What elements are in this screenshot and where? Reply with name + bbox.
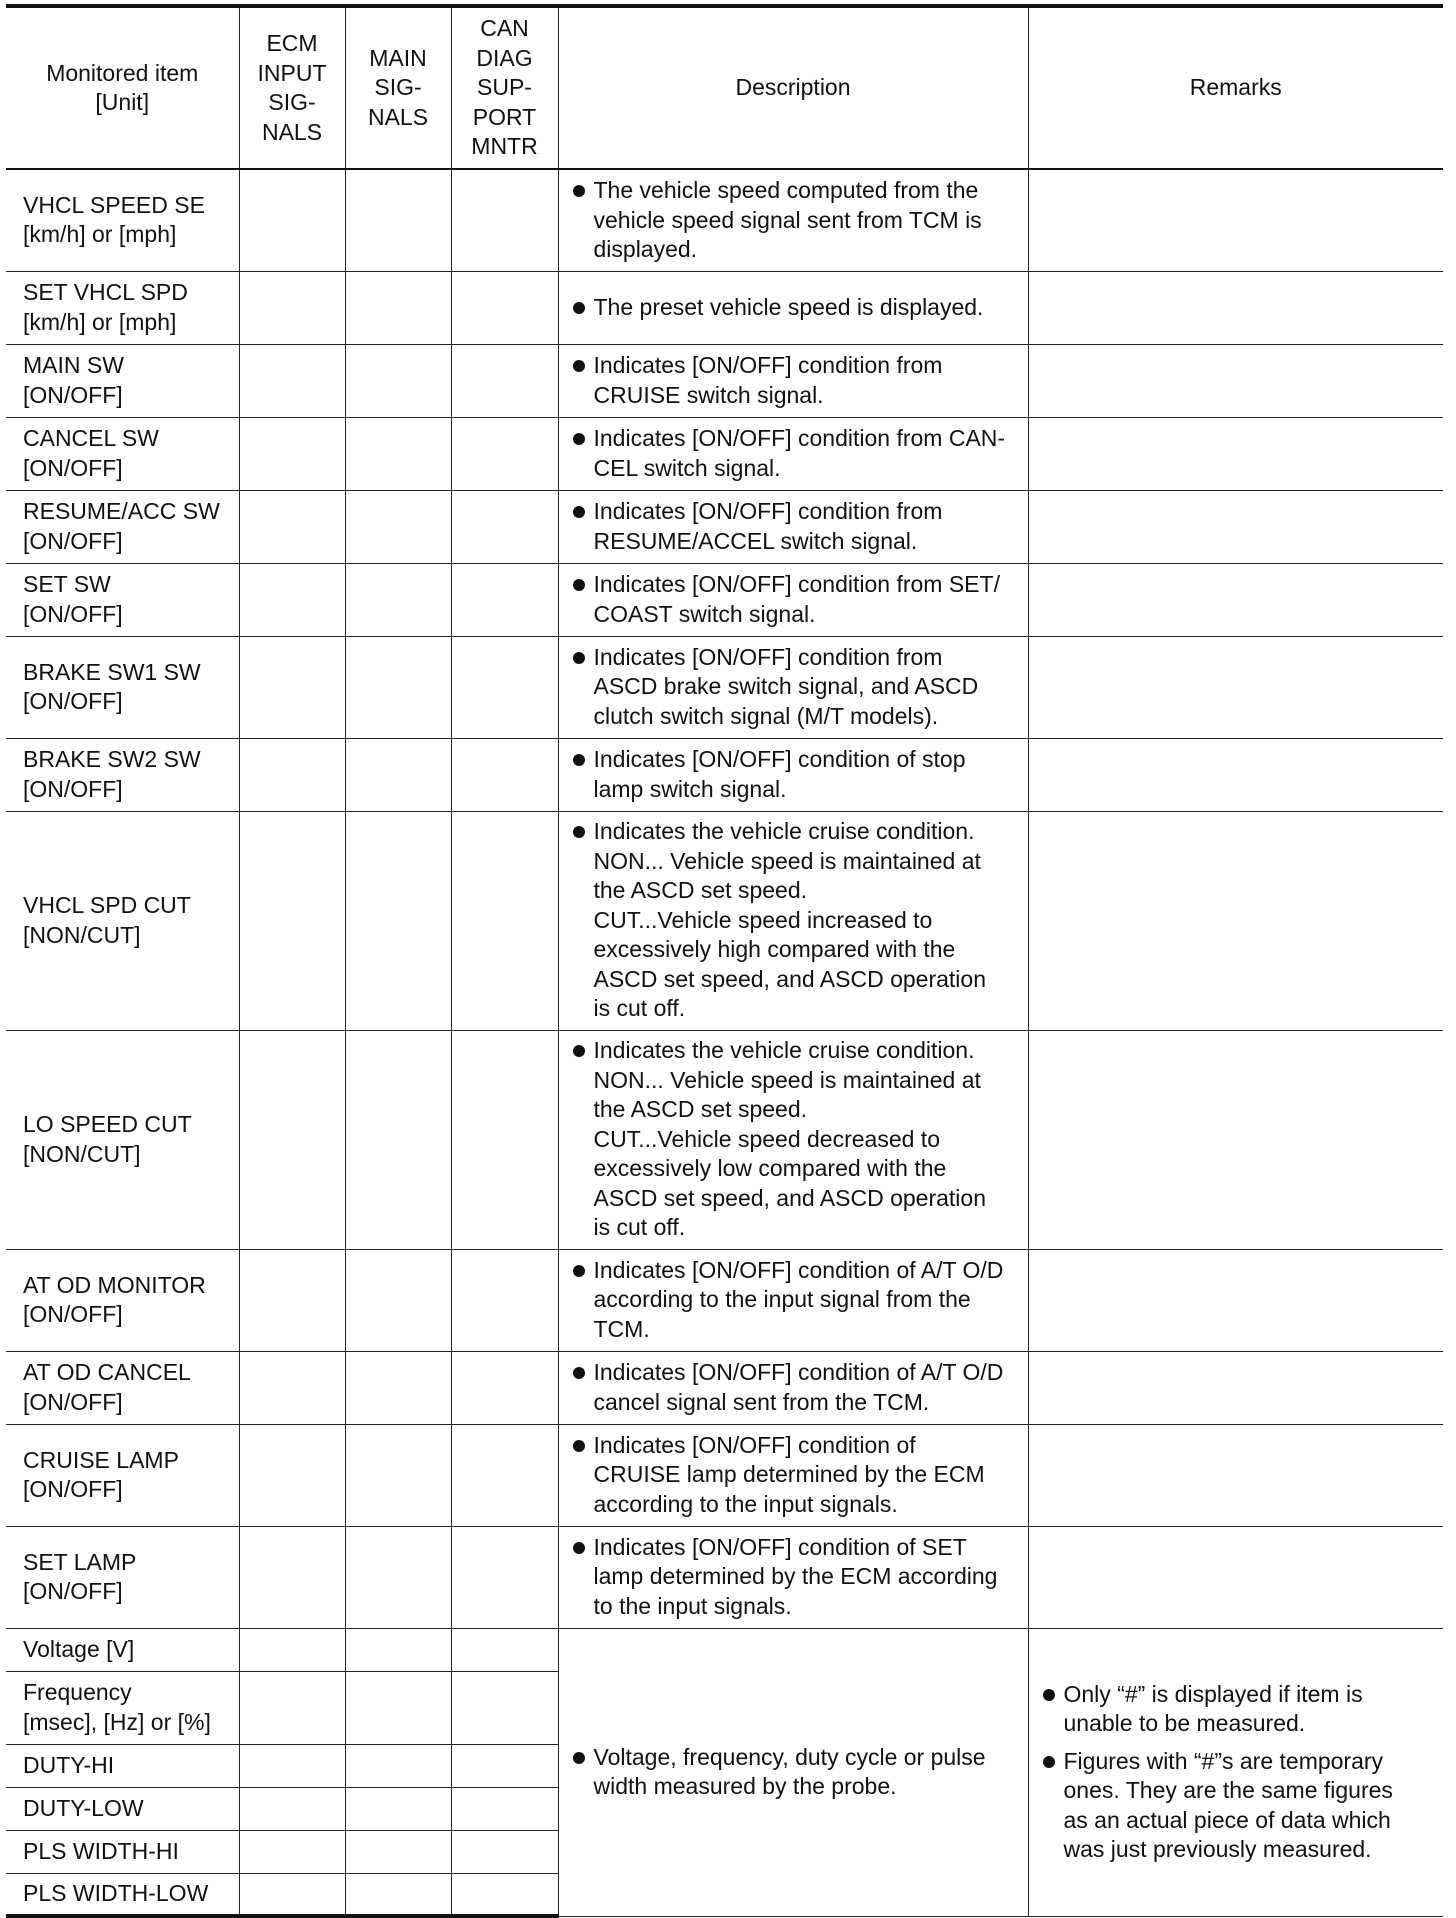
table-row — [6, 738, 1443, 811]
remarks-cell — [1028, 417, 1443, 490]
monitored-item-cell — [6, 636, 239, 738]
remarks-cell — [1028, 563, 1443, 636]
bullet-dot-icon — [573, 1045, 585, 1057]
main-signals-cell — [345, 563, 451, 636]
bullet-dot-icon — [573, 1440, 585, 1452]
ecm-input-signals-cell — [239, 344, 345, 417]
header-description: Description — [558, 6, 1028, 169]
table-row — [6, 1030, 1443, 1249]
monitored-item-cell — [6, 1424, 239, 1526]
ecm-input-signals-cell — [239, 1249, 345, 1351]
monitored-item-cell — [6, 563, 239, 636]
monitor-item-table — [6, 4, 1443, 1918]
description-bullet — [573, 351, 1020, 410]
monitored-item-cell — [6, 490, 239, 563]
bullet-dot-icon — [573, 433, 585, 445]
can-diag-cell — [451, 169, 558, 271]
monitored-item-cell — [6, 738, 239, 811]
remarks-cell — [1028, 271, 1443, 344]
main-signals-cell — [345, 490, 451, 563]
monitored-item-label: CRUISE LAMP [ON/OFF] — [23, 1446, 179, 1502]
description-cell — [558, 738, 1028, 811]
can-diag-cell — [451, 1351, 558, 1424]
bullet-dot-icon — [573, 360, 585, 372]
monitored-item-cell — [6, 1744, 239, 1787]
monitored-item-label: Frequency [msec], [Hz] or [%] — [23, 1679, 211, 1735]
main-signals-cell — [345, 1424, 451, 1526]
description-cell — [558, 1249, 1028, 1351]
remarks-cell — [1028, 1249, 1443, 1351]
main-signals-cell — [345, 1671, 451, 1744]
ecm-input-signals-cell — [239, 1030, 345, 1249]
bullet-dot-icon — [1043, 1756, 1055, 1768]
table-header-row — [6, 6, 1443, 169]
can-diag-cell — [451, 1628, 558, 1671]
main-signals-cell — [345, 1744, 451, 1787]
main-signals-cell — [345, 636, 451, 738]
monitored-item-label: RESUME/ACC SW [ON/OFF] — [23, 498, 220, 554]
bullet-dot-icon — [573, 185, 585, 197]
description-bullet — [573, 497, 1020, 556]
table-row — [6, 1249, 1443, 1351]
ecm-input-signals-cell — [239, 636, 345, 738]
description-text: Indicates [ON/OFF] condition from CRUISE switch signal. — [593, 352, 943, 408]
description-cell — [558, 169, 1028, 271]
description-bullet — [573, 176, 1020, 265]
can-diag-cell — [451, 271, 558, 344]
can-diag-cell — [451, 563, 558, 636]
can-diag-cell — [451, 1526, 558, 1628]
description-cell — [558, 344, 1028, 417]
ecm-input-signals-cell — [239, 1830, 345, 1873]
remarks-text: Figures with “#”s are temporary ones. They are the same figures as an actual piece of data which was just previously measured. — [1063, 1747, 1393, 1862]
table-row — [6, 417, 1443, 490]
monitor-item-table-sheet — [6, 4, 1443, 1906]
monitored-item-label: BRAKE SW2 SW [ON/OFF] — [23, 746, 201, 802]
header-monitored-item: Monitored item [Unit] — [6, 6, 239, 169]
ecm-input-signals-cell — [239, 1873, 345, 1916]
monitored-item-cell — [6, 1830, 239, 1873]
can-diag-cell — [451, 1030, 558, 1249]
remarks-cell — [1028, 1030, 1443, 1249]
description-cell — [558, 1526, 1028, 1628]
main-signals-cell — [345, 417, 451, 490]
monitored-item-cell — [6, 1628, 239, 1671]
header-can-diag-support-mntr: CAN DIAG SUP- PORT MNTR — [451, 6, 558, 169]
description-text: Indicates [ON/OFF] condition from CAN- CEL switch signal. — [593, 425, 1006, 481]
monitored-item-label: PLS WIDTH-LOW — [23, 1880, 209, 1906]
monitored-item-label: DUTY-HI — [23, 1751, 115, 1778]
bullet-dot-icon — [573, 754, 585, 766]
description-bullet — [573, 1036, 1020, 1243]
can-diag-cell — [451, 344, 558, 417]
main-signals-cell — [345, 1030, 451, 1249]
description-text: Indicates [ON/OFF] condition of A/T O/D cancel signal sent from the TCM. — [593, 1359, 1004, 1415]
table-row — [6, 1628, 1443, 1671]
ecm-input-signals-cell — [239, 1351, 345, 1424]
can-diag-cell — [451, 1873, 558, 1916]
monitored-item-cell — [6, 1249, 239, 1351]
bullet-dot-icon — [573, 1367, 585, 1379]
bullet-dot-icon — [573, 1752, 585, 1764]
can-diag-cell — [451, 1671, 558, 1744]
bullet-dot-icon — [573, 652, 585, 664]
ecm-input-signals-cell — [239, 1671, 345, 1744]
bullet-dot-icon — [573, 826, 585, 838]
remarks-text: Only “#” is displayed if item is unable to be measured. — [1063, 1680, 1363, 1736]
description-cell — [558, 271, 1028, 344]
description-cell — [558, 1351, 1028, 1424]
main-signals-cell — [345, 1526, 451, 1628]
table-row — [6, 1351, 1443, 1424]
table-row — [6, 169, 1443, 271]
can-diag-cell — [451, 1249, 558, 1351]
monitored-item-label: DUTY-LOW — [23, 1794, 144, 1821]
ecm-input-signals-cell — [239, 1424, 345, 1526]
description-bullet — [573, 424, 1020, 483]
description-bullet — [573, 1533, 1020, 1622]
can-diag-cell — [451, 1830, 558, 1873]
description-cell — [558, 563, 1028, 636]
monitored-item-cell — [6, 417, 239, 490]
description-cell — [558, 636, 1028, 738]
monitored-item-label: PLS WIDTH-HI — [23, 1837, 179, 1864]
bullet-dot-icon — [573, 1265, 585, 1277]
description-cell — [558, 490, 1028, 563]
remarks-cell — [1028, 811, 1443, 1030]
remarks-cell — [1028, 344, 1443, 417]
main-signals-cell — [345, 1249, 451, 1351]
remarks-cell — [1028, 1526, 1443, 1628]
monitored-item-label: VHCL SPD CUT [NON/CUT] — [23, 892, 191, 948]
monitored-item-label: LO SPEED CUT [NON/CUT] — [23, 1111, 192, 1167]
ecm-input-signals-cell — [239, 1628, 345, 1671]
ecm-input-signals-cell — [239, 563, 345, 636]
main-signals-cell — [345, 344, 451, 417]
header-ecm-input-signals: ECM INPUT SIG- NALS — [239, 6, 345, 169]
main-signals-cell — [345, 738, 451, 811]
ecm-input-signals-cell — [239, 417, 345, 490]
main-signals-cell — [345, 811, 451, 1030]
description-bullet — [573, 745, 1020, 804]
monitored-item-cell — [6, 1351, 239, 1424]
description-text: Indicates the vehicle cruise condition. NON... Vehicle speed is maintained at the ASCD set speed. CUT...Vehicle speed increased to excessively high compared with the ASCD set speed, and ASCD operation is cut off. — [593, 818, 987, 1022]
monitored-item-label: CANCEL SW [ON/OFF] — [23, 425, 159, 481]
description-bullet — [573, 293, 1020, 323]
monitored-item-label: AT OD CANCEL [ON/OFF] — [23, 1359, 191, 1415]
table-row — [6, 344, 1443, 417]
can-diag-cell — [451, 1744, 558, 1787]
description-bullet — [573, 817, 1020, 1024]
monitored-item-label: SET LAMP [ON/OFF] — [23, 1548, 137, 1604]
description-text: Indicates [ON/OFF] condition of stop lamp switch signal. — [593, 746, 966, 802]
can-diag-cell — [451, 417, 558, 490]
remarks-cell — [1028, 1351, 1443, 1424]
header-main-signals: MAIN SIG- NALS — [345, 6, 451, 169]
ecm-input-signals-cell — [239, 811, 345, 1030]
ecm-input-signals-cell — [239, 738, 345, 811]
description-text: Indicates [ON/OFF] condition of SET lamp determined by the ECM according to the input signals. — [593, 1533, 998, 1619]
bullet-dot-icon — [1043, 1689, 1055, 1701]
description-bullet — [573, 1743, 1020, 1802]
description-text: Indicates [ON/OFF] condition of CRUISE lamp determined by the ECM according to the input signals. — [593, 1431, 985, 1517]
remarks-bullet — [1043, 1680, 1436, 1739]
ecm-input-signals-cell — [239, 271, 345, 344]
ecm-input-signals-cell — [239, 169, 345, 271]
monitored-item-cell — [6, 1030, 239, 1249]
ecm-input-signals-cell — [239, 490, 345, 563]
can-diag-cell — [451, 490, 558, 563]
can-diag-cell — [451, 738, 558, 811]
ecm-input-signals-cell — [239, 1787, 345, 1830]
monitored-item-label: SET SW [ON/OFF] — [23, 571, 123, 627]
monitored-item-label: Voltage [V] — [23, 1635, 135, 1662]
description-bullet — [573, 1431, 1020, 1520]
description-bullet — [573, 570, 1020, 629]
description-bullet — [573, 1256, 1020, 1345]
description-cell — [558, 1030, 1028, 1249]
can-diag-cell — [451, 811, 558, 1030]
probe-remarks-cell — [1028, 1628, 1443, 1916]
monitored-item-label: VHCL SPEED SE [km/h] or [mph] — [23, 191, 205, 248]
description-text: Indicates the vehicle cruise condition. NON... Vehicle speed is maintained at the ASCD set speed. CUT...Vehicle speed decreased to excessively low compared with the ASCD set speed, and ASCD operation is cut off. — [593, 1037, 987, 1241]
can-diag-cell — [451, 1424, 558, 1526]
description-cell — [558, 417, 1028, 490]
bullet-dot-icon — [573, 506, 585, 518]
monitored-item-label: AT OD MONITOR [ON/OFF] — [23, 1271, 206, 1327]
monitored-item-cell — [6, 271, 239, 344]
monitored-item-cell — [6, 1526, 239, 1628]
bullet-dot-icon — [573, 302, 585, 314]
description-text: Indicates [ON/OFF] condition from ASCD brake switch signal, and ASCD clutch switch signal (M/T models). — [593, 643, 979, 729]
monitored-item-cell — [6, 811, 239, 1030]
probe-description-cell — [558, 1628, 1028, 1916]
probe-description-text: Voltage, frequency, duty cycle or pulse width measured by the probe. — [593, 1743, 986, 1799]
remarks-cell — [1028, 490, 1443, 563]
main-signals-cell — [345, 1873, 451, 1916]
table-row — [6, 271, 1443, 344]
description-text: The vehicle speed computed from the vehicle speed signal sent from TCM is displayed. — [593, 177, 982, 262]
main-signals-cell — [345, 271, 451, 344]
main-signals-cell — [345, 1787, 451, 1830]
table-row — [6, 563, 1443, 636]
monitored-item-label: SET VHCL SPD [km/h] or [mph] — [23, 279, 188, 335]
main-signals-cell — [345, 1351, 451, 1424]
bullet-dot-icon — [573, 1542, 585, 1554]
can-diag-cell — [451, 636, 558, 738]
table-row — [6, 1526, 1443, 1628]
table-row — [6, 1424, 1443, 1526]
description-text: Indicates [ON/OFF] condition from SET/ COAST switch signal. — [593, 571, 1000, 627]
monitored-item-cell — [6, 1671, 239, 1744]
main-signals-cell — [345, 1628, 451, 1671]
monitored-item-cell — [6, 344, 239, 417]
ecm-input-signals-cell — [239, 1526, 345, 1628]
header-remarks: Remarks — [1028, 6, 1443, 169]
description-text: Indicates [ON/OFF] condition of A/T O/D according to the input signal from the TCM. — [593, 1256, 1004, 1342]
description-text: Indicates [ON/OFF] condition from RESUME/ACCEL switch signal. — [593, 498, 943, 554]
description-cell — [558, 811, 1028, 1030]
description-bullet — [573, 643, 1020, 732]
monitored-item-cell — [6, 1873, 239, 1916]
remarks-cell — [1028, 169, 1443, 271]
monitored-item-cell — [6, 169, 239, 271]
main-signals-cell — [345, 1830, 451, 1873]
remarks-cell — [1028, 636, 1443, 738]
ecm-input-signals-cell — [239, 1744, 345, 1787]
monitored-item-label: MAIN SW [ON/OFF] — [23, 352, 124, 408]
remarks-cell — [1028, 738, 1443, 811]
remarks-bullet — [1043, 1747, 1436, 1865]
main-signals-cell — [345, 169, 451, 271]
remarks-cell — [1028, 1424, 1443, 1526]
table-row — [6, 490, 1443, 563]
description-bullet — [573, 1358, 1020, 1417]
table-row — [6, 636, 1443, 738]
table-row — [6, 811, 1443, 1030]
monitored-item-cell — [6, 1787, 239, 1830]
description-cell — [558, 1424, 1028, 1526]
description-text: The preset vehicle speed is displayed. — [593, 293, 984, 320]
monitored-item-label: BRAKE SW1 SW [ON/OFF] — [23, 658, 201, 714]
bullet-dot-icon — [573, 579, 585, 591]
can-diag-cell — [451, 1787, 558, 1830]
